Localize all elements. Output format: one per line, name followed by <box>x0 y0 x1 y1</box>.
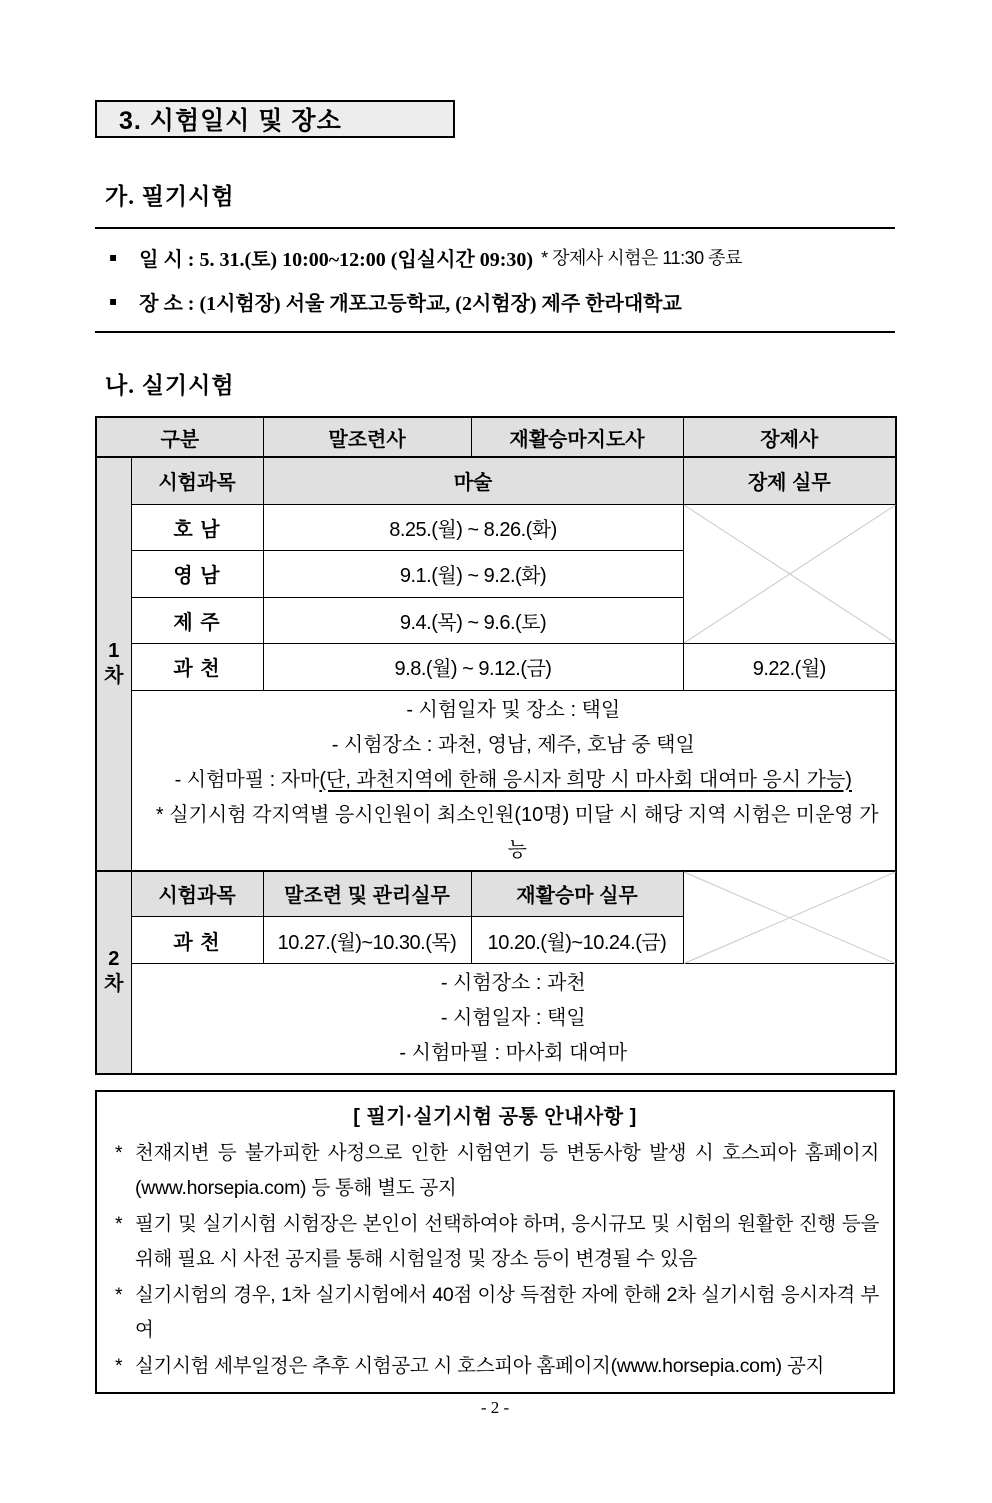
region-cell: 호 남 <box>131 504 263 550</box>
note-line: - 시험일자 및 장소 : 택일 <box>406 698 621 721</box>
written-exam-datetime-line <box>95 235 895 279</box>
farrier-date-cell: 9.22.(월) <box>683 643 896 690</box>
dates-cell: 9.1.(월) ~ 9.2.(화) <box>263 550 683 597</box>
notice-item <box>111 1349 879 1384</box>
round1-label-cell <box>96 457 131 871</box>
header-cell-riding-instructor: 재활승마지도사 <box>471 417 683 457</box>
region-cell: 과 천 <box>131 917 263 964</box>
header-cell-gubun: 구분 <box>96 417 263 457</box>
riding-dates-cell: 10.20.(월)~10.24.(금) <box>471 917 683 964</box>
written-exam-datetime-note: * 장제사 시험은 11:30 종료 <box>541 248 742 268</box>
notice-item <box>111 1207 879 1277</box>
heading-written-exam: 가. 필기시험 <box>105 184 235 209</box>
note-prefix: - 시험마필 : 자마 <box>174 768 320 791</box>
round2-cha: 차 <box>104 973 124 996</box>
dates-cell: 9.4.(목) ~ 9.6.(토) <box>263 597 683 643</box>
round2-trainer-subject-cell: 말조련 및 관리실무 <box>263 871 471 917</box>
round1-cha: 차 <box>104 664 124 687</box>
note-line: - 시험장소 : 과천 <box>440 972 586 994</box>
region-cell: 영 남 <box>131 550 263 597</box>
notice-text: 천재지변 등 불가피한 사정으로 인한 시험연기 등 변동사항 발생 시 호스피아 홈페이지(www.horsepia.com) 등 통해 별도 공지 <box>135 1142 879 1199</box>
heading-practical-exam: 나. 실기시험 <box>105 373 235 398</box>
header-cell-horse-trainer: 말조련사 <box>263 417 471 457</box>
round2-subject-label-cell: 시험과목 <box>131 871 263 917</box>
written-exam-box <box>95 227 895 333</box>
page-content <box>95 100 895 1418</box>
round2-notes-cell <box>131 964 896 1075</box>
notice-text: 실기시험의 경우, 1차 실기시험에서 40점 이상 득점한 자에 한해 2차 실기시험 응시자격 부여 <box>135 1284 879 1341</box>
round1-notes-cell <box>131 690 896 871</box>
trainer-dates-cell: 10.27.(월)~10.30.(목) <box>263 917 471 964</box>
square-bullet-icon: ▪ <box>109 250 118 264</box>
round1-number: 1 <box>108 639 120 662</box>
round1-notes-row <box>96 690 896 871</box>
round2-label-cell <box>96 871 131 1075</box>
common-notice-box <box>95 1090 895 1394</box>
notice-item <box>111 1136 879 1206</box>
written-exam-location-line <box>95 279 895 323</box>
round1-row-honam <box>96 504 896 550</box>
dates-cell: 8.25.(월) ~ 8.26.(화) <box>263 504 683 550</box>
written-exam-location: 장 소 : (1시험장) 서울 개포고등학교, (2시험장) 제주 한라대학교 <box>139 292 682 315</box>
dates-cell: 9.8.(월) ~ 9.12.(금) <box>263 643 683 690</box>
round2-notes-row <box>96 964 896 1075</box>
round2-number: 2 <box>108 948 120 971</box>
round1-subject-row <box>96 457 896 504</box>
diagonal-cross-icon <box>684 872 896 964</box>
section-title-box <box>95 100 455 138</box>
round1-subject-masul-cell: 마술 <box>263 457 683 504</box>
asterisk-marker: * <box>115 1284 123 1306</box>
document-page <box>0 100 992 1503</box>
notice-title: [ 필기·실기시험 공통 안내사항 ] <box>353 1106 637 1128</box>
practical-exam-schedule-table <box>95 416 897 1075</box>
square-bullet-icon: ▪ <box>109 294 118 308</box>
asterisk-marker: * <box>115 1213 123 1235</box>
table-header-row <box>96 417 896 457</box>
round2-subject-row <box>96 871 896 917</box>
crossed-out-cell <box>683 871 896 964</box>
note-line <box>146 763 882 798</box>
round1-subject-farrier-cell: 장제 실무 <box>683 457 896 504</box>
notice-text: 실기시험 세부일정은 추후 시험공고 시 호스피아 홈페이지(www.horsepia.com) 공지 <box>135 1355 825 1377</box>
written-exam-datetime: 일 시 : 5. 31.(토) 10:00~12:00 (입실시간 09:30) <box>139 248 534 271</box>
page-number: - 2 - <box>480 1398 510 1417</box>
round1-row-gwacheon <box>96 643 896 690</box>
note-underlined: (단, 과천지역에 한해 응시자 희망 시 마사회 대여마 응시 가능) <box>319 768 852 791</box>
note-line: - 시험마필 : 마사회 대여마 <box>399 1042 628 1064</box>
crossed-out-cell <box>683 504 896 643</box>
region-cell: 제 주 <box>131 597 263 643</box>
asterisk-marker: * <box>115 1142 123 1164</box>
region-cell: 과 천 <box>131 643 263 690</box>
diagonal-cross-icon <box>684 505 896 643</box>
round2-riding-subject-cell: 재활승마 실무 <box>471 871 683 917</box>
notice-text: 필기 및 실기시험 시험장은 본인이 선택하여야 하며, 응시규모 및 시험의 원활한 진행 등을 위해 필요 시 사전 공지를 통해 시험일정 및 장소 등이 변경될 수 있음 <box>135 1213 879 1270</box>
round1-subject-label-cell: 시험과목 <box>131 457 263 504</box>
note-line: - 시험일자 : 택일 <box>440 1007 586 1029</box>
notice-item <box>111 1278 879 1348</box>
header-cell-farrier: 장제사 <box>683 417 896 457</box>
note-line: - 시험장소 : 과천, 영남, 제주, 호남 중 택일 <box>331 733 695 756</box>
asterisk-marker: * <box>115 1355 123 1377</box>
note-line: * 실기시험 각지역별 응시인원이 최소인원(10명) 미달 시 해당 지역 시험은 미운영 가능 <box>155 803 879 861</box>
page-title: 3. 시험일시 및 장소 <box>119 107 342 135</box>
